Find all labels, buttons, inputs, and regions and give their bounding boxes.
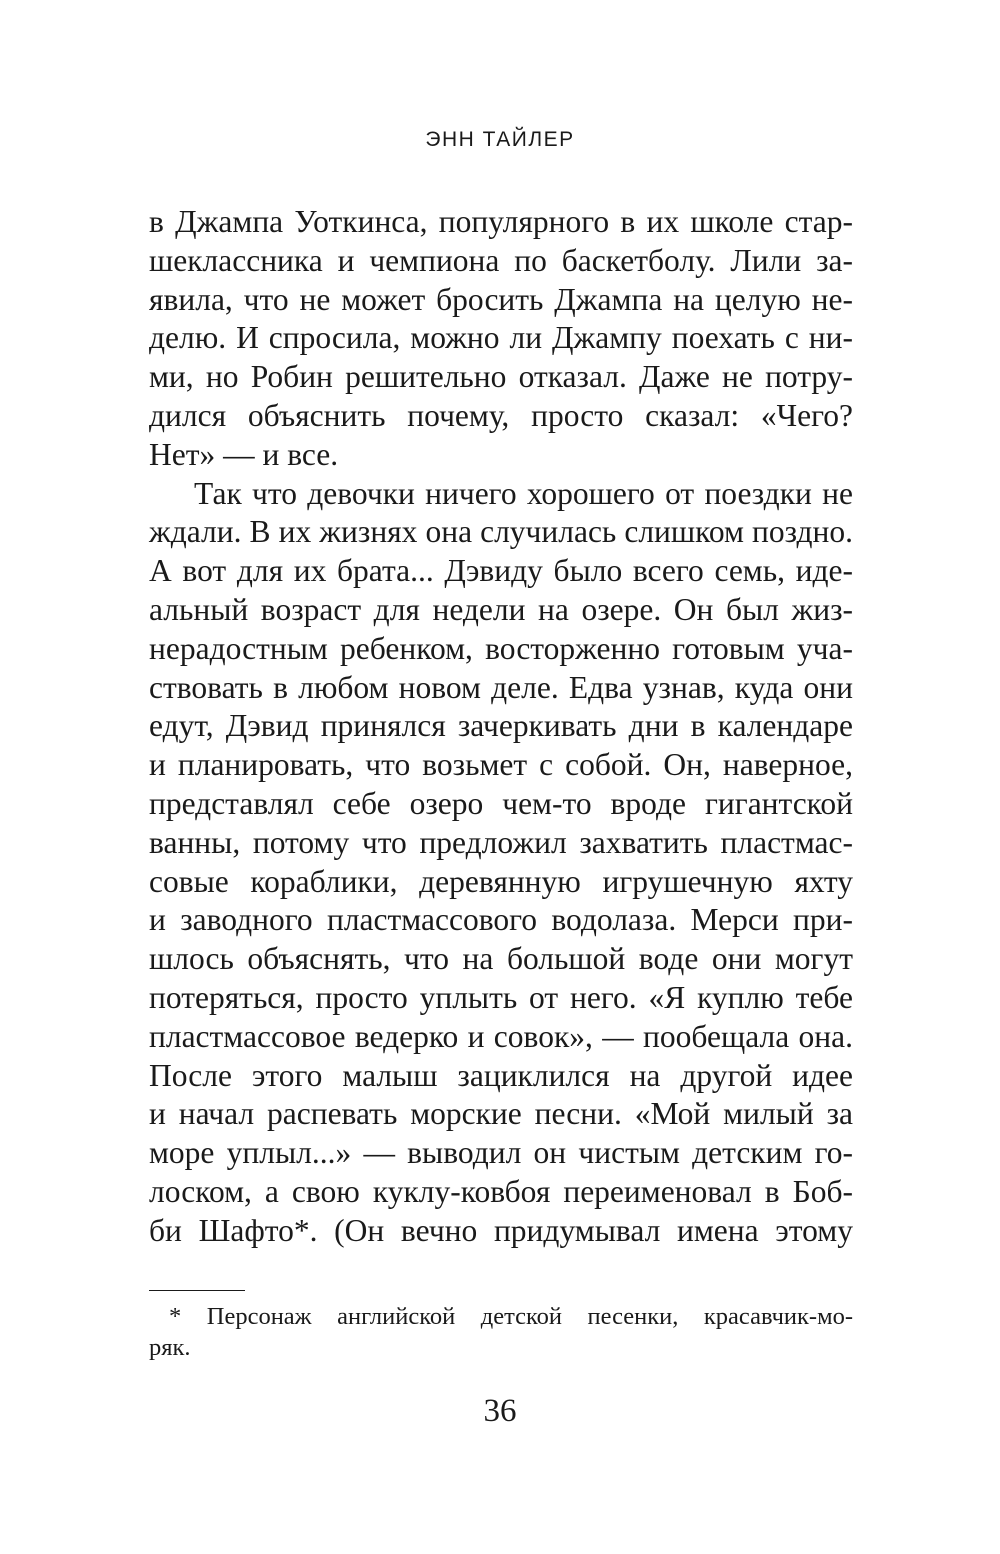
text-line: би Шафто*. (Он вечно придумывал имена этому — [149, 1212, 853, 1248]
text-line: Так что девочки ничего хорошего от поездки не — [194, 475, 853, 511]
text-line: и заводного пластмассового водолаза. Мерси при- — [149, 902, 853, 938]
footnote-line — [149, 1301, 853, 1332]
text-line: А вот для их брата... Дэвиду было всего семь, иде- — [149, 553, 853, 589]
text-line: дился объяснить почему, просто сказал: «Чего? — [149, 397, 853, 433]
text-line: нерадостным ребенком, восторженно готовым уча- — [149, 630, 853, 666]
text-line: и планировать, что возьмет с собой. Он, наверное, — [149, 747, 853, 783]
text-line: лоском, а свою куклу-ковбоя переименовал в Боб- — [149, 1173, 853, 1209]
text-line: Нет» — и все. — [149, 436, 339, 472]
text-line: в Джампа Уоткинса, популярного в их школе стар- — [149, 204, 853, 239]
text-line: явила, что не может бросить Джампа на целую не- — [149, 281, 853, 317]
text-line: пластмассовое ведерко и совок», — пообещала она. — [149, 1018, 853, 1054]
footnote-divider — [149, 1290, 245, 1291]
text-line: ванны, потому что предложил захватить пластмас- — [149, 824, 853, 860]
text-line: шлось объяснять, что на большой воде они могут — [149, 941, 853, 977]
text-line: альный возраст для недели на озере. Он был жиз- — [149, 591, 853, 627]
text-line: потеряться, просто уплыть от него. «Я куплю тебе — [149, 979, 853, 1015]
text-line: представлял себе озеро чем-то вроде гигантской — [149, 785, 853, 821]
text-line: едут, Дэвид принялся зачеркивать дни в календаре — [149, 708, 853, 744]
text-line: ствовать в любом новом деле. Едва узнав, куда они — [149, 669, 853, 705]
page-number: 36 — [483, 1393, 517, 1429]
footnote — [149, 1301, 853, 1363]
text-line: море уплыл...» — выводил он чистым детским го- — [149, 1135, 853, 1171]
body-text — [149, 203, 853, 1251]
text-line: шеклассника и чемпиона по баскетболу. Лили за- — [149, 242, 853, 278]
text-line: После этого малыш зациклился на другой идее — [149, 1057, 853, 1093]
text-line: совые кораблики, деревянную игрушечную яхту — [149, 863, 853, 899]
footnote-line: ряк. — [149, 1334, 191, 1361]
text-line: ми, но Робин решительно отказал. Даже не потру- — [149, 359, 853, 395]
text-line: делю. И спросила, можно ли Джампу поехать с ни- — [149, 320, 853, 356]
running-head: ЭНН ТАЙЛЕР — [425, 128, 575, 151]
text-line: ждали. В их жизнях она случилась слишком поздно. — [149, 514, 853, 550]
footnote-line-text: * Персонаж английской детской песенки, красавчик-мо- — [169, 1303, 853, 1330]
text-line: и начал распевать морские песни. «Мой милый за — [149, 1096, 853, 1132]
